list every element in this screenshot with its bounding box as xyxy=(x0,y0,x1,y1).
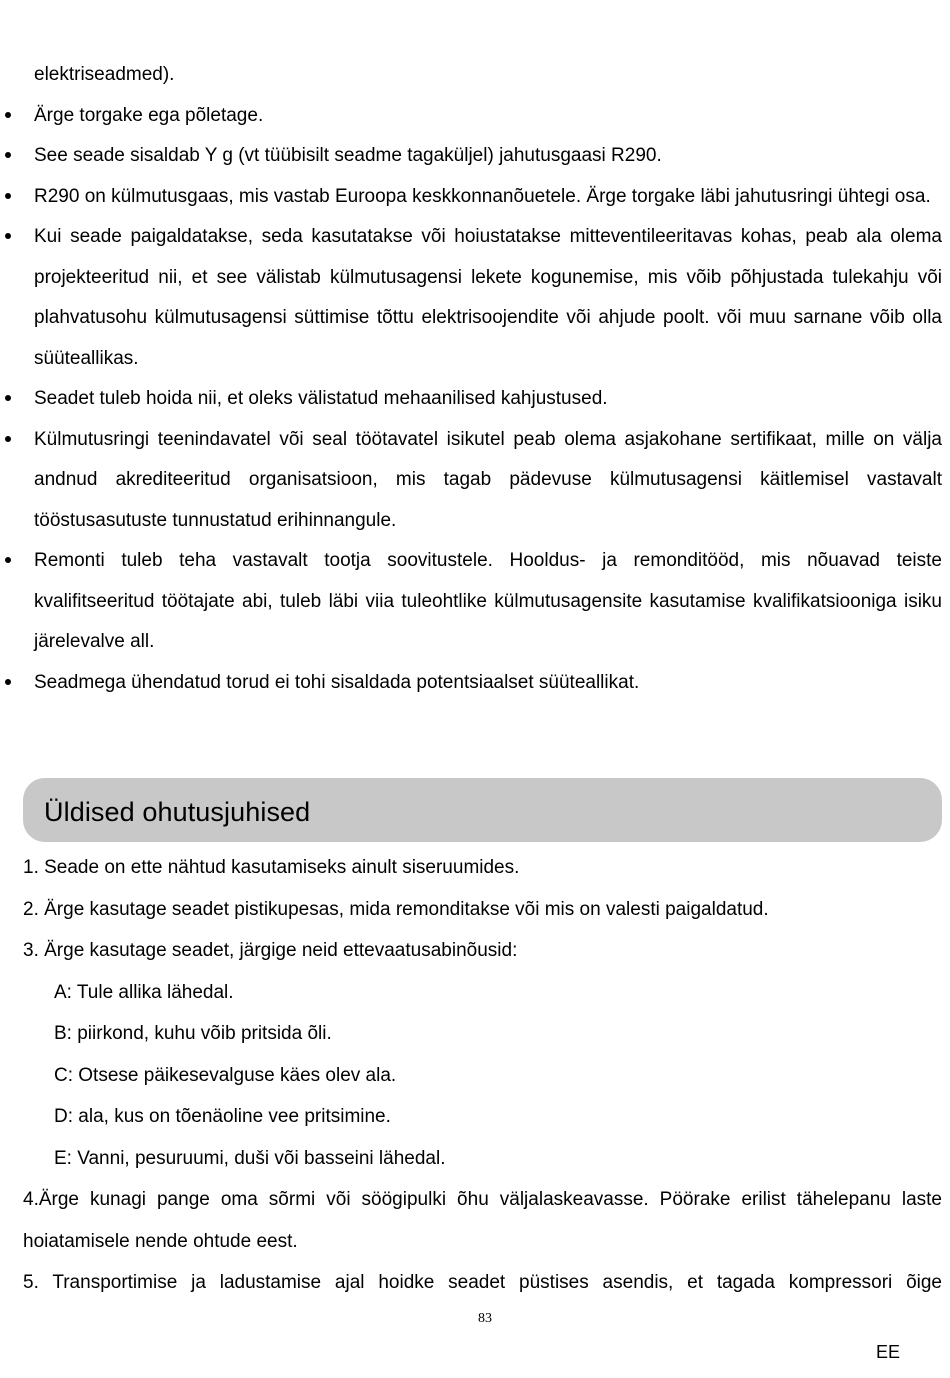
section-title: Üldised ohutusjuhised xyxy=(44,797,311,827)
bullet-text: Seadmega ühendatud torud ei tohi sisaldada potentsiaalset süüteallikat. xyxy=(34,671,640,693)
bullet-dot-icon xyxy=(5,112,11,118)
instruction-item-2: 2. Ärge kasutage seadet pistikupesas, mida remonditakse või mis on valesti paigaldatud. xyxy=(23,898,769,920)
bullet-dot-icon xyxy=(5,233,11,239)
bullet-continuation-text: elektriseadmed). xyxy=(34,64,175,85)
safety-bullet-list xyxy=(0,55,950,703)
section-header-banner xyxy=(23,778,942,842)
bullet-item xyxy=(0,136,950,177)
bullet-item xyxy=(0,379,950,420)
bullet-dot-icon xyxy=(5,395,11,401)
instruction-subitem-a: A: Tule allika lähedal. xyxy=(54,981,234,1003)
bullet-item xyxy=(0,177,950,218)
bullet-dot-icon xyxy=(5,152,11,158)
bullet-text: Remonti tuleb teha vastavalt tootja soovitustele. Hooldus- ja remonditööd, mis nõuavad teiste kvalifitseeritud töötajate abi, tuleb läbi viia tuleohtlike külmutusagensite kasutamise kvalifikatsiooniga isiku järelevalve all. xyxy=(34,550,942,652)
instruction-item-1: 1. Seade on ette nähtud kasutamiseks ainult siseruumides. xyxy=(23,857,520,878)
instruction-subitem-c: C: Otsese päikesevalguse käes olev ala. xyxy=(54,1064,397,1086)
bullet-item xyxy=(0,96,950,137)
bullet-text: Ärge torgake ega põletage. xyxy=(34,104,264,126)
bullet-text: R290 on külmutusgaas, mis vastab Euroopa keskkonnanõuetele. Ärge torgake läbi jahutusringi ühtegi osa. xyxy=(34,185,931,207)
bullet-text: See seade sisaldab Y g (vt tüübisilt seadme tagaküljel) jahutusgaasi R290. xyxy=(34,145,662,166)
bullet-item xyxy=(0,217,950,379)
instruction-item-3: 3. Ärge kasutage seadet, järgige neid ettevaatusabinõusid: xyxy=(23,940,518,961)
instruction-subitem-e: E: Vanni, pesuruumi, duši või basseini lähedal. xyxy=(54,1147,446,1169)
language-code: EE xyxy=(876,1342,901,1362)
bullet-dot-icon xyxy=(5,679,11,685)
bullet-text: Külmutusringi teenindavatel või seal töötavatel isikutel peab olema asjakohane sertifikaat, mille on välja andnud akrediteeritud organisatsioon, mis tagab pädevuse külmutusagensi käitlemisel vastavalt tööstusasutuste tunnustatud erihinnangule. xyxy=(34,428,942,531)
page-number: 83 xyxy=(478,1311,492,1326)
instruction-item-5: 5. Transportimise ja ladustamise ajal hoidke seadet püstises asendis, et tagada kompressori õige xyxy=(23,1272,942,1293)
bullet-text: Seadet tuleb hoida nii, et oleks välistatud mehaanilised kahjustused. xyxy=(34,388,608,409)
bullet-text: Kui seade paigaldatakse, seda kasutatakse või hoiustatakse mitteventileeritavas kohas, peab ala olema projekteeritud nii, et see välistab külmutusagensi lekete kogunemise, mis võib põhjustada tulekahju või plahvatusohu külmutusagensi süttimise tõttu elektrisoojendite või ahjude poolt. või muu sarnane võib olla süüteallikas. xyxy=(34,226,942,369)
general-safety-instructions xyxy=(23,847,942,1304)
instruction-subitem-b: B: piirkond, kuhu võib pritsida õli. xyxy=(54,1023,332,1044)
bullet-dot-icon xyxy=(5,436,11,442)
bullet-dot-icon xyxy=(5,193,11,199)
instruction-item-4: 4.Ärge kunagi pange oma sõrmi või söögipulki õhu väljalaskeavasse. Pöörake erilist tähelepanu laste hoiatamisele nende ohtude eest. xyxy=(23,1189,942,1252)
bullet-dot-icon xyxy=(5,557,11,563)
bullet-item xyxy=(0,541,950,663)
instruction-subitem-d: D: ala, kus on tõenäoline vee pritsimine. xyxy=(54,1106,391,1127)
bullet-item xyxy=(0,420,950,542)
bullet-item xyxy=(0,663,950,704)
